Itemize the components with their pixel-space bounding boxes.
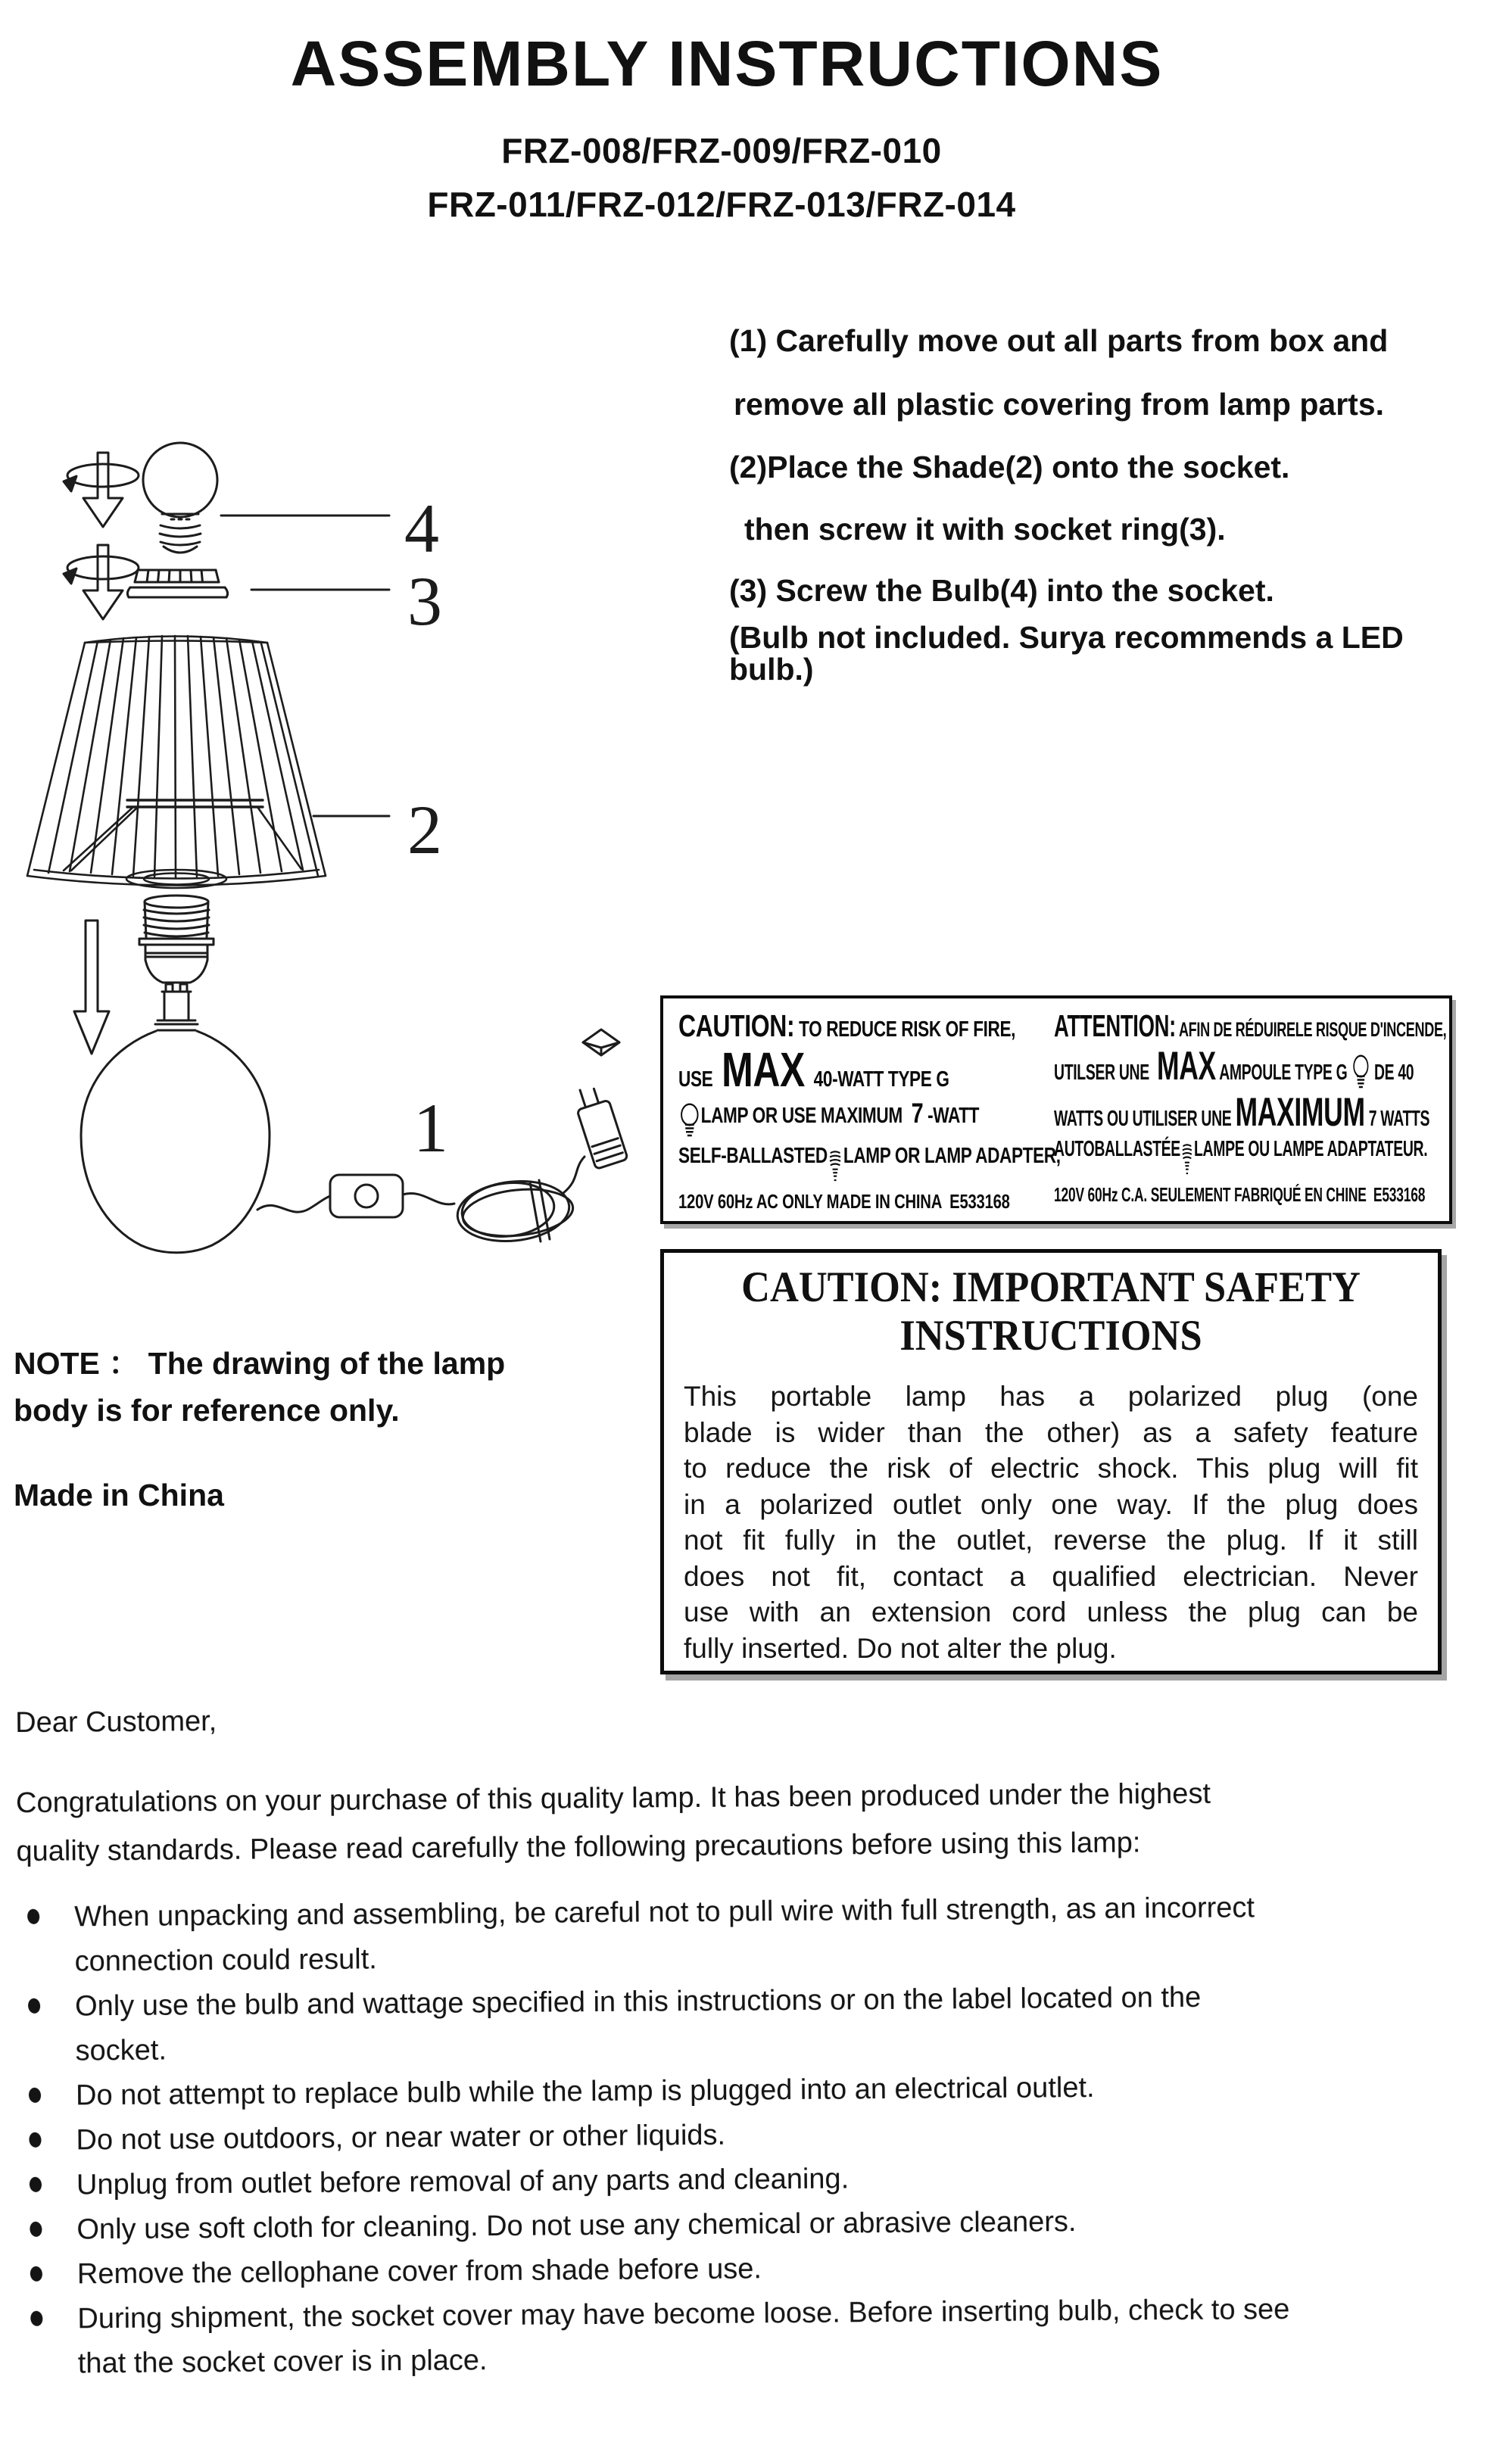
- model-numbers-line-2: FRZ-011/FRZ-012/FRZ-013/FRZ-014: [427, 185, 1016, 224]
- label-text: 7 WATTS: [1364, 1106, 1430, 1131]
- bullet-text-line: Do not attempt to replace bulb while the lamp is plugged into an electrical outlet.: [75, 2071, 1095, 2112]
- screw-arrow-bulb-icon: [64, 453, 139, 527]
- label-text: LAMP OR LAMP ADAPTER,: [843, 1144, 1061, 1169]
- step-line: then screw it with socket ring(3).: [744, 512, 1226, 547]
- label-text: LAMP OR USE MAXIMUM: [700, 1104, 912, 1129]
- lamp-body-drawing: [81, 896, 270, 1253]
- down-arrow-icon: [74, 920, 109, 1054]
- letter-intro: [16, 1768, 1478, 1876]
- caution-label-english: [678, 1008, 1061, 1213]
- part-label-3: 3: [407, 562, 442, 640]
- part-label-2: 2: [407, 791, 442, 868]
- safety-body-line: This portable lamp has a polarized plug (one: [684, 1381, 1418, 1412]
- shade-drawing: [27, 636, 326, 888]
- step-line: (3) Screw the Bulb(4) into the socket.: [729, 573, 1274, 608]
- label-text: LAMPE OU LAMPE ADAPTATEUR.: [1194, 1137, 1428, 1162]
- bullet-marker-icon: [29, 2221, 42, 2238]
- safety-body-line: does not fit, contact a qualified electrician. Never: [684, 1560, 1418, 1592]
- label-line: [678, 1144, 1061, 1183]
- bullet-marker-icon: [28, 2132, 42, 2148]
- inline-switch: [330, 1175, 403, 1217]
- diagram-linework: [27, 443, 628, 1253]
- plug-cover: [583, 1030, 619, 1055]
- bullet-item: [17, 1884, 1479, 1985]
- safety-body-line: in a polarized outlet only one way. If the plug does: [684, 1488, 1418, 1520]
- safety-heading-line-2: INSTRUCTIONS: [899, 1312, 1202, 1360]
- bulb-icon: [1351, 1054, 1370, 1092]
- part-label-4: 4: [404, 490, 439, 567]
- label-text: SELF-BALLASTED: [678, 1144, 828, 1169]
- safety-body-line: to reduce the risk of electric shock. This plug will fit: [684, 1453, 1418, 1484]
- bullet-text-line: During shipment, the socket cover may have become loose. Before inserting bulb, check to see: [77, 2293, 1290, 2335]
- socket-ring-drawing: [127, 570, 227, 597]
- safety-body-line: fully inserted. Do not alter the plug.: [684, 1632, 1117, 1664]
- bullet-marker-icon: [26, 1908, 40, 1925]
- safety-body-line: use with an extension cord unless the plug can be: [684, 1596, 1418, 1628]
- bullet-text-line: Only use soft cloth for cleaning. Do not use any chemical or abrasive cleaners.: [76, 2206, 1077, 2246]
- label-text: WATTS OU UTILISER UNE: [1054, 1106, 1236, 1131]
- bullet-item: [17, 1973, 1479, 2074]
- label-text: DE 40: [1370, 1060, 1414, 1085]
- bullet-text: [75, 1973, 1479, 2074]
- part-label-1: 1: [413, 1089, 448, 1167]
- bulb-icon: [678, 1102, 701, 1140]
- safety-instructions-box: [660, 1249, 1442, 1674]
- bullet-marker-icon: [29, 2176, 42, 2193]
- cfl-icon: [828, 1148, 843, 1186]
- letter-intro-line: quality standards. Please read carefully the following precautions before using this lamp:: [16, 1827, 1141, 1867]
- label-line: [1054, 1089, 1430, 1135]
- label-text: AUTOBALLASTÉE: [1054, 1137, 1180, 1162]
- bullet-marker-icon: [30, 2266, 43, 2282]
- note-line-1: NOTE ： The drawing of the lamp: [14, 1346, 506, 1381]
- label-text: TO REDUCE RISK OF FIRE,: [794, 1017, 1016, 1042]
- step-line: remove all plastic covering from lamp parts.: [734, 387, 1385, 422]
- bullet-item: [20, 2286, 1482, 2387]
- safety-body: [684, 1378, 1418, 1666]
- bullet-text-line: Only use the bulb and wattage specified in this instructions or on the label located on the: [74, 1981, 1202, 2023]
- bullet-marker-icon: [30, 2310, 43, 2327]
- label-line: [678, 1098, 980, 1137]
- label-text: CAUTION:: [678, 1008, 795, 1043]
- label-text: 7: [911, 1098, 924, 1129]
- bullet-text: [77, 2286, 1482, 2387]
- label-text: AMPOULE TYPE G: [1215, 1060, 1351, 1085]
- bullet-text-line: Unplug from outlet before removal of any parts and cleaning.: [76, 2163, 850, 2201]
- label-text: AFIN DE RÉDUIRELE RISQUE D'INCENDE,: [1175, 1018, 1447, 1041]
- caution-label-french: [1054, 1008, 1447, 1213]
- bullet-text-line: Do not use outdoors, or near water or other liquids.: [76, 2119, 726, 2157]
- bulb-drawing: [143, 443, 217, 553]
- bullet-text-line: connection could result.: [74, 1943, 378, 1978]
- label-line: [1054, 1137, 1428, 1176]
- customer-letter: [15, 1696, 1482, 2387]
- label-line: [678, 1008, 1016, 1043]
- bullet-text-line: socket.: [75, 2034, 167, 2067]
- step-line: bulb.): [729, 652, 814, 687]
- label-text: USE: [678, 1067, 722, 1092]
- step-line: (1) Carefully move out all parts from box and: [729, 323, 1389, 358]
- letter-intro-line: Congratulations on your purchase of this quality lamp. It has been produced under the highest: [15, 1777, 1211, 1819]
- cfl-icon: [1180, 1142, 1194, 1179]
- bullet-text: [74, 1884, 1479, 1985]
- label-text: 120V 60Hz C.A. SEULEMENT FABRIQUÉ EN CHINE E533168: [1054, 1183, 1426, 1207]
- note-line-2: body is for reference only.: [14, 1393, 400, 1428]
- label-text: -WATT: [923, 1104, 980, 1129]
- bullet-text-line: that the socket cover is in place.: [77, 2344, 488, 2380]
- label-text: 120V 60Hz AC ONLY MADE IN CHINA E533168: [678, 1190, 1010, 1213]
- label-text: 40-WATT TYPE G: [804, 1067, 949, 1092]
- model-numbers-line-1: FRZ-008/FRZ-009/FRZ-010: [501, 131, 942, 170]
- label-text: MAX: [1156, 1043, 1216, 1089]
- polarized-plug: [572, 1082, 628, 1169]
- label-text: MAX: [722, 1042, 805, 1097]
- made-in-china: Made in China: [14, 1478, 224, 1512]
- step-line: (2)Place the Shade(2) onto the socket.: [729, 450, 1290, 484]
- bullet-text-line: When unpacking and assembling, be careful not to pull wire with full strength, as an incorrect: [74, 1892, 1255, 1933]
- bullet-marker-icon: [27, 1998, 41, 2014]
- caution-rating-label: [660, 995, 1452, 1224]
- safety-body-line: blade is wider than the other) as a safety feature: [684, 1416, 1418, 1448]
- bullet-text-line: Remove the cellophane cover from shade before use.: [76, 2253, 762, 2291]
- screw-arrow-ring-icon: [64, 545, 139, 619]
- label-line: [678, 1190, 1010, 1213]
- label-line: [1054, 1183, 1426, 1207]
- letter-salutation: Dear Customer,: [15, 1705, 217, 1739]
- safety-body-line: not fit fully in the outlet, reverse the plug. If it still: [684, 1525, 1418, 1556]
- label-line: [1054, 1008, 1447, 1043]
- safety-heading-line-1: CAUTION: IMPORTANT SAFETY: [741, 1263, 1361, 1311]
- bullet-marker-icon: [28, 2087, 42, 2104]
- label-text: UTILSER UNE: [1054, 1060, 1157, 1085]
- step-line: (Bulb not included. Surya recommends a LED: [729, 620, 1404, 655]
- label-text: ATTENTION:: [1054, 1008, 1176, 1043]
- label-line: [1054, 1043, 1414, 1089]
- precaution-list: [17, 1884, 1482, 2387]
- label-text: MAXIMUM: [1235, 1089, 1365, 1135]
- page-title: ASSEMBLY INSTRUCTIONS: [290, 28, 1164, 99]
- label-line: [678, 1042, 971, 1097]
